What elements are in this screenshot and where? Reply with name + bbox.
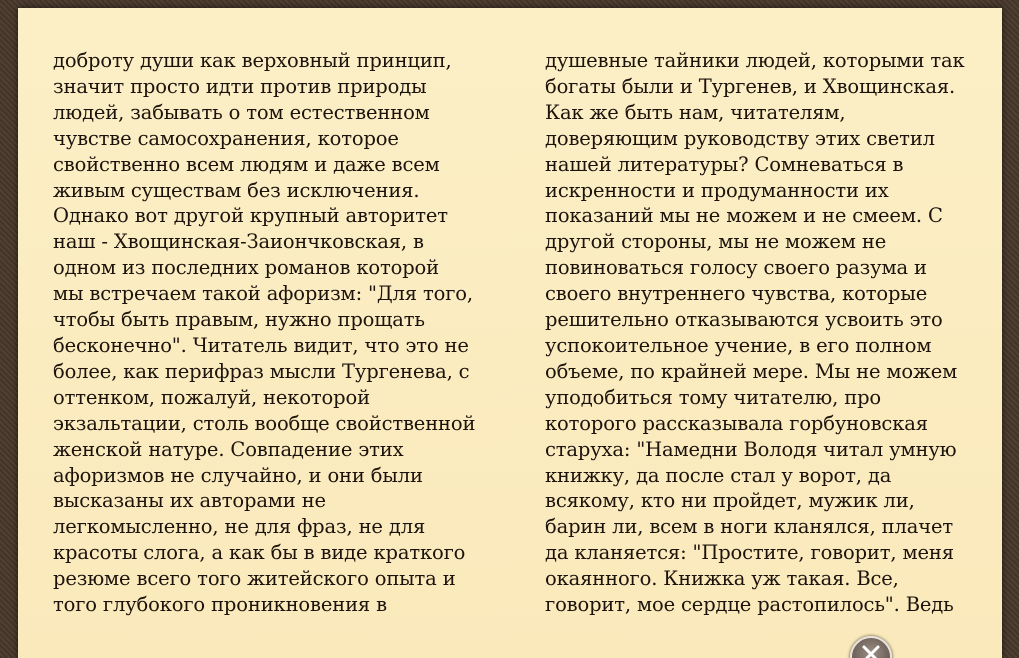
close-icon <box>861 644 881 658</box>
left-text-column: доброту души как верховный принцип, значит просто идти против природы людей, забывать о том естественном чувстве самосохранения, которое свойственно всем людям и даже всем живым существам без исключения. Однако вот другой крупный авторитет наш - Хвощинская-Заиончковская, в одном из последних романов которой мы встречаем такой афоризм: "Для того, чтобы быть правым, нужно прощать бесконечно". Читатель видит, что это не более, как перифраз мысли Тургенева, с оттенком, пожалуй, некоторой экзальтации, столь вообще свойственной женской натуре. Совпадение этих афоризмов не случайно, и они были высказаны их авторами не легкомысленно, не для фраз, не для красоты слога, а как бы в виде краткого резюме всего того житейского опыта и того глубокого проникновения в <box>53 49 476 617</box>
right-text-column: душевные тайники людей, которыми так богаты были и Тургенев, и Хвощинская. Как же быть нам, читателям, доверяющим руководству этих светил нашей литературы? Сомневаться в искренности и продуманности их показаний мы не можем и не смеем. С другой стороны, мы не можем не повиноваться голосу своего разума и своего внутреннего чувства, которые решительно отказываются усвоить это успокоительное учение, в его полном объеме, по крайней мере. Мы не можем уподобиться тому читателю, про которого рассказывала горбуновская старуха: "Намедни Володя читал умную книжку, да после стал у ворот, да всякому, кто ни пройдет, мужик ли, барин ли, всем в ноги кланялся, плачет да кланяется: "Простите, говорит, меня окаянного. Книжка уж такая. Все, говорит, мое сердце растопилось". Ведь <box>545 49 965 617</box>
reader-page <box>18 8 1002 658</box>
